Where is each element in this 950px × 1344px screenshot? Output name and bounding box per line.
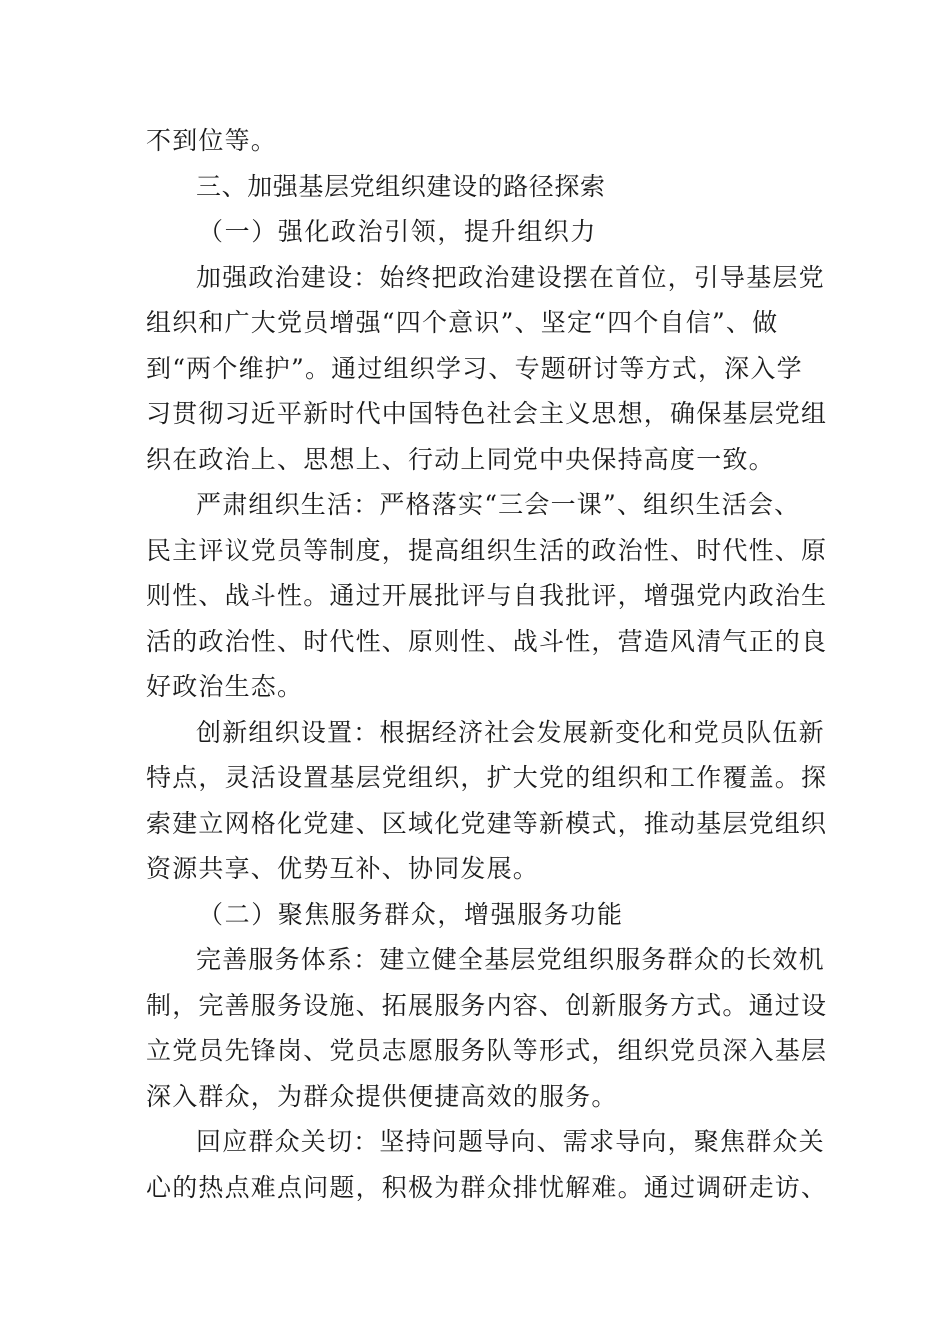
paragraph-line: 活的政治性、时代性、原则性、战斗性，营造风清气正的良 [146, 626, 828, 656]
paragraph-line: 组织和广大党员增强“四个意识”、坚定“四个自信”、做 [146, 308, 779, 337]
paragraph-line: 特点，灵活设置基层党组织，扩大党的组织和工作覆盖。探 [146, 763, 828, 792]
paragraph-line: 习贯彻习近平新时代中国特色社会主义思想，确保基层党组 [146, 399, 828, 428]
section-heading: 三、加强基层党组织建设的路径探索 [196, 171, 606, 201]
paragraph-line: 立党员先锋岗、党员志愿服务队等形式，组织党员深入基层 [146, 1036, 828, 1065]
paragraph-line: 民主评议党员等制度，提高组织生活的政治性、时代性、原 [146, 535, 828, 565]
paragraph-line: 好政治生态。 [146, 672, 304, 701]
paragraph-line: 严肃组织生活：严格落实“三会一课”、组织生活会、 [196, 490, 801, 519]
paragraph-line: 心的热点难点问题，积极为群众排忧解难。通过调研走访、 [146, 1172, 828, 1202]
paragraph-line: 创新组织设置：根据经济社会发展新变化和党员队伍新 [196, 717, 825, 747]
subsection-heading: （一）强化政治引领，提升组织力 [198, 217, 598, 246]
paragraph-line: 资源共享、优势互补、协同发展。 [146, 854, 540, 883]
paragraph-line: 到“两个维护”。通过组织学习、专题研讨等方式，深入学 [146, 353, 803, 383]
paragraph-line: 制，完善服务设施、拓展服务内容、创新服务方式。通过设 [146, 990, 828, 1020]
paragraph-line: 深入群众，为群众提供便捷高效的服务。 [146, 1081, 618, 1111]
paragraph-line: 则性、战斗性。通过开展批评与自我批评，增强党内政治生 [146, 581, 828, 610]
paragraph-line: 回应群众关切：坚持问题导向、需求导向，聚焦群众关 [196, 1127, 825, 1156]
subsection-heading: （二）聚焦服务群众，增强服务功能 [198, 899, 624, 929]
paragraph-line: 织在政治上、思想上、行动上同党中央保持高度一致。 [146, 444, 775, 474]
paragraph-line: 索建立网格化党建、区域化党建等新模式，推动基层党组织 [146, 808, 828, 838]
paragraph-line: 不到位等。 [146, 126, 278, 155]
document-page [146, 118, 828, 1210]
paragraph-line: 完善服务体系：建立健全基层党组织服务群众的长效机 [196, 945, 825, 974]
paragraph-line: 加强政治建设：始终把政治建设摆在首位，引导基层党 [196, 262, 825, 292]
